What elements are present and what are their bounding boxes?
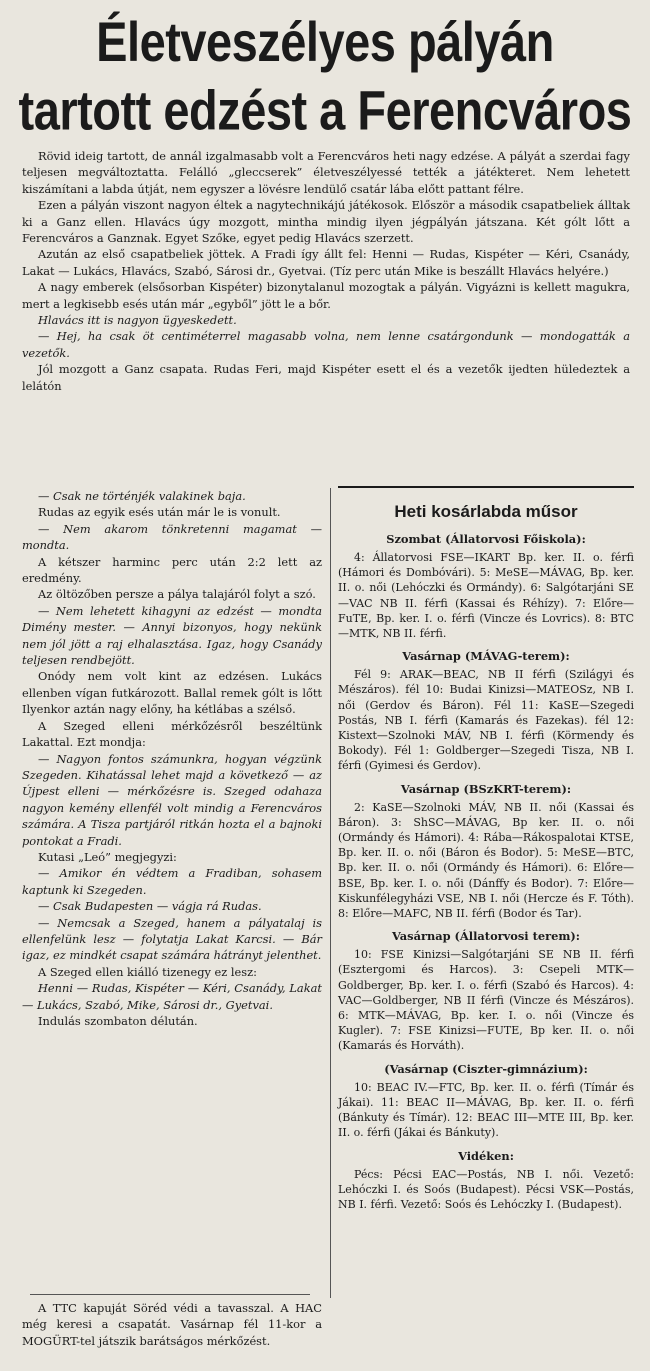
article-paragraph: — Nagyon fontos számunkra, hogyan végzünk Szegeden. Kihatással lehet majd a következő — az Újpest elleni — mérkőzésre is. Szeged odahaza nagyon kemény ellenfél volt mindig a Ferencváros számára. A Tisza partjáról ritkán hozta el a bajnoki pontokat a Fradi. — [22, 751, 322, 848]
article-paragraph: Onódy nem volt kint az edzésen. Lukács ellenben vígan futkározott. Ballal remek gólt is lőtt Ilyenkor aztán nagy előny, ha kétlábas a szélső. — [22, 669, 322, 717]
brief-paragraph: A TTC kapuját Söréd védi a tavasszal. A HAC még keresi a csapatát. Vasárnap fél 11-kor a MOGÜRT-tel játszik barátságos mérkőzést. — [22, 1301, 322, 1348]
article-continuation — [22, 488, 322, 1029]
article-paragraph: Azután az első csapatbeliek jöttek. A Fradi így állt fel: Henni — Rudas, Kispéter — Kéri, Csanády, Lakat — Lukács, Hlavács, Szabó, Sárosi dr., Gyetvai. (Tíz perc után Mike is beszállt Hlavács helyére.) — [22, 247, 630, 278]
article-paragraph: A kétszer harminc perc után 2:2 lett az eredmény. — [22, 554, 322, 586]
schedule-title: Heti kosárlabda műsor — [394, 502, 578, 521]
headline-line-2: tartott edzést a Ferencváros — [18, 78, 632, 142]
article-paragraph: Kutasi „Leó” megjegyzi: — [38, 849, 177, 864]
article-paragraph: Jól mozgott a Ganz csapata. Rudas Feri, majd Kispéter esett el és a vezetők ijedten hüledeztek a lelátón — [22, 362, 630, 393]
lineup-paragraph: Henni — Rudas, Kispéter — Kéri, Csanády, Lakat — Lukács, Szabó, Mike, Sárosi dr., Gyetvai. — [22, 981, 322, 1012]
schedule-section-heading: Vasárnap (MÁVAG-terem): — [402, 649, 570, 664]
article-paragraph: — Csak ne történjék valakinek baja. — [38, 489, 246, 503]
article-paragraph: Rövid ideig tartott, de annál izgalmasabb volt a Ferencváros heti nagy edzése. A pályát a szerdai fagy teljesen megváltoztatta. Felálló „gleccserek” életveszélyessé tették a játékteret. Nem lehetett kiszámítani a labda útját, nem egyszer a lövésre lendülő csatár lába előtt pattant félre. — [22, 149, 630, 196]
vertical-divider — [330, 488, 331, 1298]
schedule-section-text: 2: KaSE—Szolnoki MÁV, NB II. női (Kassai és Báron). 3: ShSC—MÁVAG, Bp ker. II. o. női (Ormándy és Hámori). 4: Rába—Rákospalotai KTSE, Bp. ker. II. o. női (Báron és Bodor). 5: MeSE—BTC, Bp. ker. II. o. női (Ormándy és Hámori). 6: Előre—BSE, Bp. ker. I. o. női (Dánffy és Bodor). 7: Előre—Kiskunfélegyházi VSE, NB I. női (Hercze és F. Tóth). 8: Előre—MAFC, NB II. férfi (Bodor és Tar). — [338, 800, 634, 921]
news-brief — [22, 1300, 322, 1349]
column-separator — [30, 1294, 310, 1295]
schedule-section-text: 10: BEAC IV.—FTC, Bp. ker. II. o. férfi (Tímár és Jákai). 11: BEAC II—MÁVAG, Bp. ker. II. o. férfi (Bánkuty és Tímár). 12: BEAC III—MTE III, Bp. ker. II. o. férfi (Jákai és Bánkuty). — [338, 1080, 634, 1140]
schedule-section-heading: Vasárnap (Állatorvosi terem): — [391, 929, 580, 944]
article-paragraph: A Szeged elleni mérkőzésről beszéltünk Lakattal. Ezt mondja: — [22, 718, 322, 750]
article-paragraph: — Nem lehetett kihagyni az edzést — mondta Dimény mester. — Annyi bizonyos, hogy nekünk nem jól jött a raj elhalasztása. Igaz, hogy Csanády teljesen rendbejött. — [22, 603, 322, 668]
schedule-section-heading: Vidéken: — [458, 1148, 514, 1163]
article-paragraph: — Amikor én védtem a Fradiban, sohasem kaptunk ki Szegeden. — [22, 866, 322, 897]
schedule-section-text: Fél 9: ARAK—BEAC, NB II férfi (Szilágyi és Mészáros). fél 10: Budai Kinizsi—MATEOSz, NB I. női (Gerdov és Báron). Fél 11: KaSE—Szegedi Postás, NB I. férfi (Kamarás és Fazekas). fél 12: Kistext—Szolnoki MÁV, NB I. férfi (Körmendy és Bokody). Fél 1: Goldberger—Szegedi Tisza, NB I. férfi (Gyimesi és Gerdov). — [338, 668, 634, 773]
article-paragraph: — Csak Budapesten — vágja rá Rudas. — [38, 899, 262, 914]
article-paragraph: Hlavács itt is nagyon ügyeskedett. — [38, 313, 237, 328]
article-paragraph: — Hej, ha csak öt centiméterrel magasabb volna, nem lenne csatárgondunk — mondogatták a vezetők. — [22, 329, 630, 360]
article-paragraph: — Nemcsak a Szeged, hanem a pályatalaj is ellenfelünk lesz — folytatja Lakat Karcsi. — Bár igaz, ez mindkét csapat számára hátrányt jelenthet. — [22, 915, 322, 963]
schedule-section-heading: Vasárnap (BSzKRT-terem): — [400, 781, 572, 796]
article-paragraph: Az öltözőben persze a pálya talajáról folyt a szó. — [38, 587, 316, 602]
article-paragraph: Rudas az egyik esés után már le is vonult. — [38, 505, 281, 520]
article-paragraph: — Nem akarom tönkretenni magamat — mondta. — [22, 521, 322, 553]
article-intro — [22, 148, 630, 394]
article-paragraph: A Szeged ellen kiálló tizenegy ez lesz: — [38, 964, 257, 979]
article-paragraph: Ezen a pályán viszont nagyon éltek a nagytechnikájú játékosok. Először a második csapatbeliek álltak ki a Ganz ellen. Hlavács úgy mozgott, mintha mindig ilyen jégpályán játszana. Két gólt lőtt a Ferencváros a Ganznak. Egyet Szőke, egyet pedig Hlavács szerzett. — [22, 198, 630, 246]
schedule-section-text: 10: FSE Kinizsi—Salgótarjáni SE NB II. férfi (Esztergomi és Harcos). 3: Csepeli MTK—Goldberger, Bp. ker. I. o. férfi (Szabó és Harcos). 4: VAC—Goldberger, NB II férfi (Vincze és Mészáros). 6: MTK—MÁVAG, Bp. ker. I. o. női (Vincze és Kugler). 7: FSE Kinizsi—FUTE, Bp ker. II. o. női (Kamarás és Horváth). — [338, 948, 634, 1053]
schedule-section-heading: Szombat (Állatorvosi Főiskola): — [386, 532, 586, 546]
basketball-schedule — [338, 486, 634, 1212]
article-paragraph: A nagy emberek (elsősorban Kispéter) bizonytalanul mozogtak a pályán. Vigyázni is kellett magukra, mert a legkisebb esés után már „egyből” jött le a bőr. — [22, 280, 630, 311]
schedule-section-heading: (Vasárnap (Ciszter-gimnázium): — [384, 1061, 588, 1076]
headline — [0, 8, 650, 145]
schedule-section-text: Pécs: Pécsi EAC—Postás, NB I. női. Vezető: Lehóczki I. és Soós (Budapest). Pécsi VSK—Postás, NB I. férfi. Vezető: Soós és Lehóczky I. (Budapest). — [338, 1167, 634, 1211]
schedule-section-text: 4: Állatorvosi FSE—IKART Bp. ker. II. o. férfi (Hámori és Dombóvári). 5: MeSE—MÁVAG, Bp. ker. II. o. női (Lehóczki és Ormándy). 6: Salgótarjáni SE—VAC NB II. férfi (Kassai és Réhízy). 7: Előre—FuTE, Bp. ker. I. o. férfi (Vincze és Lovrics). 8: BTC—MTK, NB II. férfi. — [338, 551, 634, 641]
article-paragraph: Indulás szombaton délután. — [38, 1014, 198, 1028]
headline-line-1: Életveszélyes pályán — [96, 10, 554, 73]
